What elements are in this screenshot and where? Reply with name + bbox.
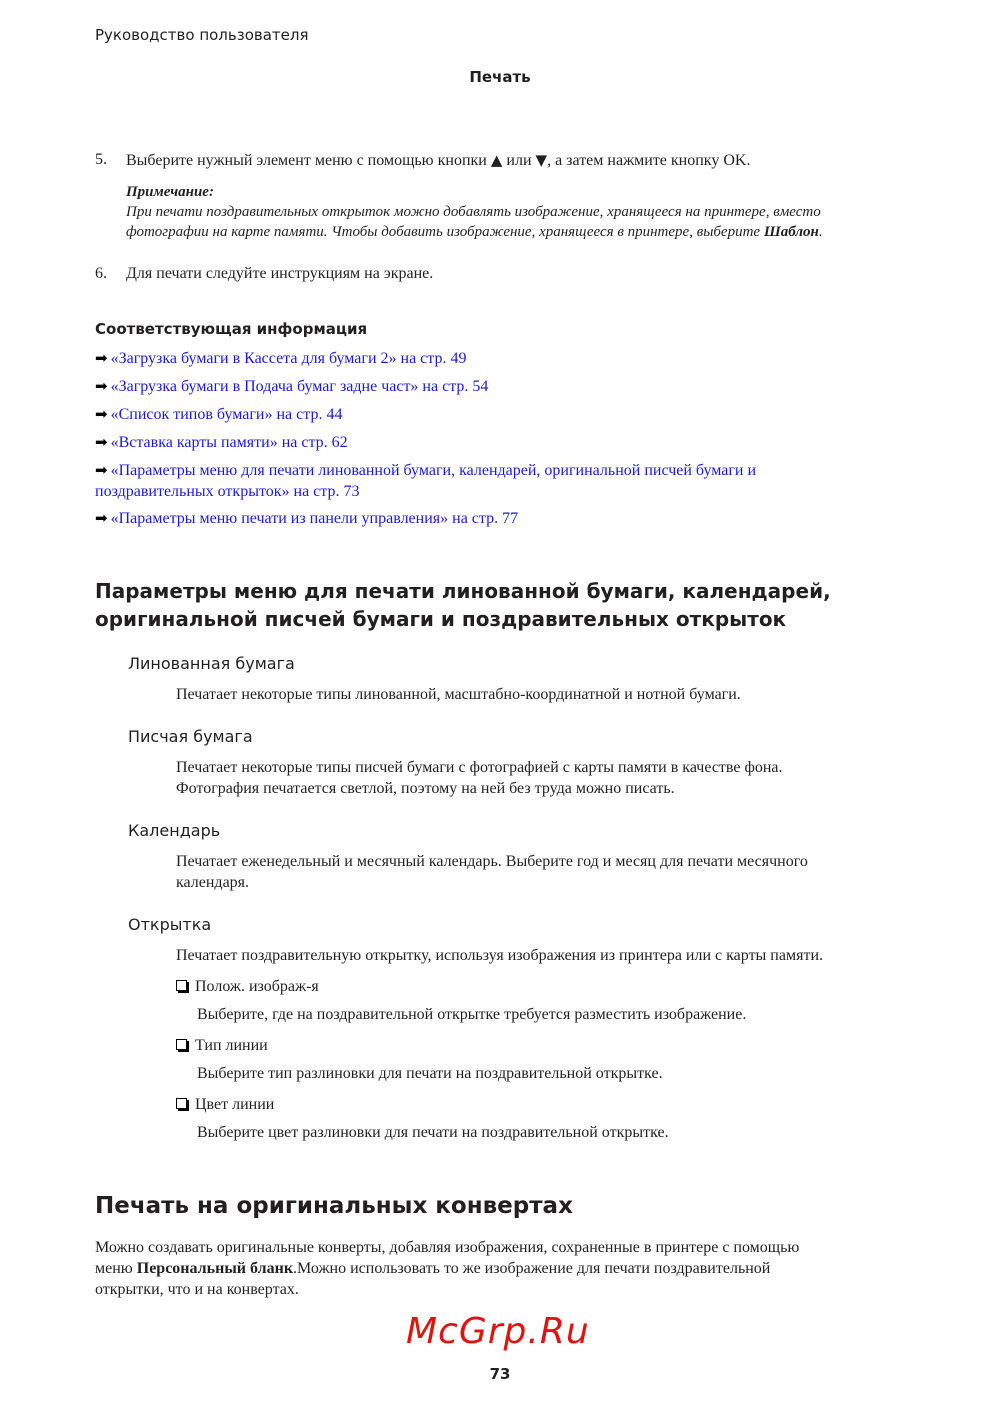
note-bold-term: Шаблон bbox=[763, 224, 819, 240]
note-text: . bbox=[818, 224, 823, 240]
sub-item-description: Выберите, где на поздравительной открытке требуется разместить изображение. bbox=[197, 1006, 747, 1023]
link-text-continued[interactable]: поздравительных открыток» на стр. 73 bbox=[95, 483, 360, 500]
checkbox-bullet-icon bbox=[176, 980, 187, 991]
note-text: фотографии на карте памяти. Чтобы добавить изображение, хранящееся в принтере, выберите bbox=[126, 224, 764, 240]
section-heading: оригинальной писчей бумаги и поздравительных открыток bbox=[95, 607, 787, 631]
term-heading: Календарь bbox=[128, 821, 221, 840]
related-info-title: Соответствующая информация bbox=[95, 320, 368, 338]
sub-item-label: Полож. изображ-я bbox=[195, 978, 319, 995]
related-link[interactable] bbox=[95, 404, 342, 425]
step-number: 6. bbox=[95, 265, 107, 282]
section-heading: Параметры меню для печати линованной бумаги, календарей, bbox=[95, 579, 831, 603]
note-title: Примечание: bbox=[126, 184, 214, 200]
checkbox-bullet-icon bbox=[176, 1098, 187, 1109]
sub-item-description: Выберите тип разлиновки для печати на поздравительной открытке. bbox=[197, 1065, 663, 1082]
step-text: Выберите нужный элемент меню с помощью кнопки bbox=[126, 152, 491, 169]
sub-item-description: Выберите цвет разлиновки для печати на поздравительной открытке. bbox=[197, 1124, 669, 1141]
section-heading: Печать на оригинальных конвертах bbox=[95, 1193, 573, 1219]
term-heading: Линованная бумага bbox=[128, 654, 295, 673]
page-number: 73 bbox=[489, 1365, 511, 1383]
arrow-right-icon: ➡ bbox=[95, 377, 108, 395]
link-text[interactable]: «Параметры меню печати из панели управления» на стр. 77 bbox=[110, 510, 519, 527]
document-title: Руководство пользователя bbox=[95, 26, 309, 44]
step-text: или bbox=[502, 152, 536, 169]
paragraph-text: .Можно использовать то же изображение для печати поздравительной bbox=[293, 1260, 771, 1277]
arrow-right-icon: ➡ bbox=[95, 433, 108, 451]
related-link[interactable] bbox=[95, 348, 466, 369]
sub-item bbox=[176, 1036, 268, 1056]
related-link[interactable] bbox=[95, 508, 518, 529]
up-triangle-icon: ▲ bbox=[490, 151, 503, 169]
paragraph-text: меню bbox=[95, 1260, 137, 1277]
sub-item bbox=[176, 977, 319, 997]
arrow-right-icon: ➡ bbox=[95, 405, 108, 423]
related-link[interactable] bbox=[95, 460, 756, 481]
sub-item bbox=[176, 1095, 274, 1115]
watermark: McGrp.Ru bbox=[406, 1311, 590, 1352]
step-number: 5. bbox=[95, 151, 107, 168]
term-heading: Открытка bbox=[128, 915, 212, 934]
sub-item-label: Цвет линии bbox=[195, 1096, 275, 1113]
term-description: календаря. bbox=[176, 874, 250, 891]
step-5-text bbox=[126, 150, 750, 171]
link-text[interactable]: «Загрузка бумаги в Кассета для бумаги 2» на стр. 49 bbox=[110, 350, 467, 367]
bold-term: Персональный бланк bbox=[136, 1260, 294, 1277]
arrow-right-icon: ➡ bbox=[95, 509, 108, 527]
note-line bbox=[126, 222, 823, 242]
checkbox-bullet-icon bbox=[176, 1039, 187, 1050]
paragraph-line bbox=[95, 1259, 770, 1279]
link-text[interactable]: «Список типов бумаги» на стр. 44 bbox=[110, 406, 343, 423]
step-text: , а затем нажмите кнопку OK. bbox=[547, 152, 751, 169]
section-header: Печать bbox=[469, 68, 531, 86]
step-6-text: Для печати следуйте инструкциям на экране. bbox=[126, 265, 434, 282]
link-text[interactable]: «Загрузка бумаги в Подача бумаг задне част» на стр. 54 bbox=[110, 378, 489, 395]
note-line: При печати поздравительных открыток можно добавлять изображение, хранящееся на принтере, вместо bbox=[126, 204, 821, 220]
arrow-right-icon: ➡ bbox=[95, 349, 108, 367]
arrow-right-icon: ➡ bbox=[95, 461, 108, 479]
link-text[interactable]: «Параметры меню для печати линованной бумаги, календарей, оригинальной писчей бумаги и bbox=[110, 462, 757, 479]
related-link[interactable] bbox=[95, 376, 488, 397]
paragraph-line: Можно создавать оригинальные конверты, добавляя изображения, сохраненные в принтере с помощью bbox=[95, 1239, 800, 1256]
term-description: Печатает поздравительную открытку, используя изображения из принтера или с карты памяти. bbox=[176, 947, 824, 964]
term-description: Фотография печатается светлой, поэтому на ней без труда можно писать. bbox=[176, 780, 675, 797]
sub-item-label: Тип линии bbox=[195, 1037, 268, 1054]
down-triangle-icon: ▼ bbox=[535, 151, 548, 169]
term-description: Печатает некоторые типы писчей бумаги с фотографией с карты памяти в качестве фона. bbox=[176, 759, 783, 776]
paragraph-line: открытки, что и на конвертах. bbox=[95, 1281, 299, 1298]
link-text[interactable]: «Вставка карты памяти» на стр. 62 bbox=[110, 434, 348, 451]
term-heading: Писчая бумага bbox=[128, 727, 253, 746]
term-description: Печатает еженедельный и месячный календарь. Выберите год и месяц для печати месячного bbox=[176, 853, 808, 870]
term-description: Печатает некоторые типы линованной, масштабно-координатной и нотной бумаги. bbox=[176, 686, 741, 703]
related-link[interactable] bbox=[95, 432, 348, 453]
